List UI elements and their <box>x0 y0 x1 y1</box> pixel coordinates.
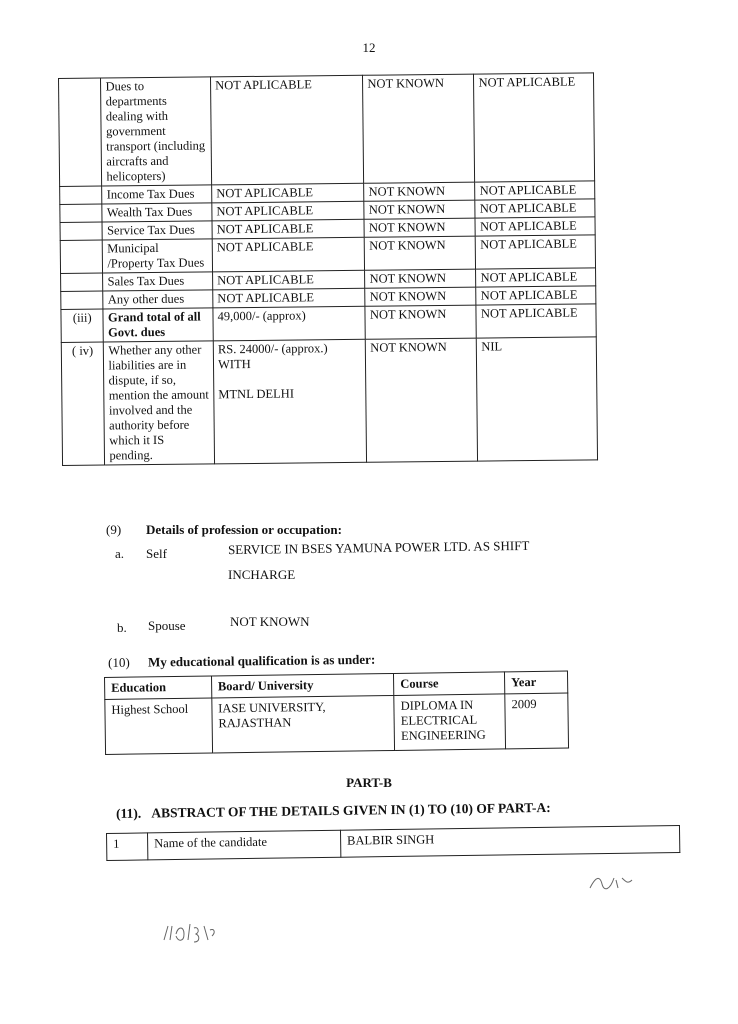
row-dependent-value: NOT APLICABLE <box>475 199 595 218</box>
profession-self-value-line1: SERVICE IN BSES YAMUNA POWER LTD. AS SHIFT <box>227 537 530 558</box>
row-description: Service Tax Dues <box>102 221 212 240</box>
row-index <box>60 222 103 240</box>
part-b-heading: PART-B <box>346 775 392 790</box>
row-spouse-value: NOT KNOWN <box>364 182 475 201</box>
row-self-value: NOT APLICABLE <box>213 270 366 290</box>
section-11-title: ABSTRACT OF THE DETAILS GIVEN IN (1) TO (10) OF PART-A: <box>151 799 551 821</box>
education-row <box>105 693 569 754</box>
profession-spouse-value: NOT KNOWN <box>230 614 310 629</box>
row-description: Whether any other liabilities are in dispute, if so, mention the amount involved and the authority before which it IS pending. <box>104 341 215 465</box>
row-index <box>60 240 103 273</box>
row-spouse-value: NOT KNOWN <box>365 269 476 288</box>
section-11-number: (11). <box>116 805 142 821</box>
row-self-value: RS. 24000/- (approx.) WITH MTNL DELHI <box>213 339 367 464</box>
row-self-value: 49,000/- (approx) <box>213 306 366 341</box>
abstract-table <box>106 825 680 861</box>
header-course: Course <box>394 672 505 696</box>
header-year: Year <box>505 671 568 694</box>
row-index <box>60 186 103 204</box>
row-description: Dues to departments dealing with government transport (including aircrafts and helicopters) <box>101 77 212 186</box>
profession-self-label: Self <box>146 546 167 561</box>
row-index <box>59 78 103 186</box>
profession-spouse-label: Spouse <box>148 618 186 633</box>
row-spouse-value: NOT KNOWN <box>366 338 478 462</box>
dues-row <box>61 304 596 343</box>
row-description: Any other dues <box>103 290 213 309</box>
education-year: 2009 <box>505 693 569 749</box>
row-dependent-value: NOT APLICABLE <box>476 304 596 338</box>
dues-row <box>60 235 595 274</box>
row-self-value: NOT APLICABLE <box>211 75 364 185</box>
row-dependent-value: NOT APLICABLE <box>475 181 595 200</box>
section-9-heading <box>106 522 342 538</box>
abstract-row-label: Name of the candidate <box>148 830 341 860</box>
row-self-value: NOT APLICABLE <box>212 183 365 203</box>
handwritten-mark <box>160 918 222 948</box>
abstract-row-index: 1 <box>107 833 148 861</box>
row-self-value: NOT APLICABLE <box>212 201 365 221</box>
abstract-row <box>107 825 680 860</box>
education-table <box>104 671 569 755</box>
row-spouse-value: NOT KNOWN <box>364 218 475 237</box>
row-self-value: NOT APLICABLE <box>212 219 365 239</box>
row-description: Income Tax Dues <box>102 185 212 204</box>
row-index <box>61 291 104 309</box>
row-spouse-value: NOT KNOWN <box>365 287 476 306</box>
profession-spouse-letter: b. <box>117 620 127 635</box>
row-description: Grand total of all Govt. dues <box>103 308 213 342</box>
row-index: ( iv) <box>61 342 105 465</box>
dues-row <box>59 73 595 187</box>
row-spouse-value: NOT KNOWN <box>365 236 476 270</box>
profession-self-value-line2: INCHARGE <box>228 567 296 582</box>
section-10-number: (10) <box>108 654 130 670</box>
row-spouse-value: NOT KNOWN <box>364 200 475 219</box>
initials-signature <box>588 870 638 896</box>
row-self-value: NOT APLICABLE <box>212 237 365 272</box>
header-education: Education <box>105 676 212 699</box>
profession-self-letter: a. <box>115 546 125 561</box>
row-dependent-value: NOT APLICABLE <box>476 268 596 287</box>
abstract-row-value: BALBIR SINGH <box>340 825 679 857</box>
row-description: Municipal /Property Tax Dues <box>103 239 213 273</box>
section-10-title: My educational qualification is as under: <box>147 651 376 670</box>
row-self-value: NOT APLICABLE <box>213 288 366 308</box>
row-index <box>60 204 103 222</box>
row-description: Wealth Tax Dues <box>102 203 212 222</box>
section-11-heading <box>116 800 551 822</box>
header-board: Board/ University <box>211 673 394 698</box>
row-index: (iii) <box>61 309 104 342</box>
row-description: Sales Tax Dues <box>103 272 213 291</box>
section-9-number: (9) <box>106 522 122 537</box>
government-dues-table <box>58 72 598 466</box>
row-dependent-value: NOT APLICABLE <box>476 286 596 305</box>
row-dependent-value: NOT APLICABLE <box>475 217 595 236</box>
section-9-title: Details of profession or occupation: <box>146 522 342 537</box>
section-10-heading <box>108 652 375 671</box>
education-level: Highest School <box>105 698 213 754</box>
education-board: IASE UNIVERSITY, RAJASTHAN <box>212 695 395 753</box>
row-dependent-value: NOT APLICABLE <box>474 73 595 182</box>
row-spouse-value: NOT KNOWN <box>363 74 475 183</box>
row-index <box>61 273 104 291</box>
page-number: 12 <box>362 40 376 55</box>
row-dependent-value: NIL <box>477 337 598 461</box>
education-course: DIPLOMA IN ELECTRICAL ENGINEERING <box>394 694 506 751</box>
row-dependent-value: NOT APLICABLE <box>476 235 596 269</box>
dues-row <box>61 337 597 466</box>
row-spouse-value: NOT KNOWN <box>365 305 476 339</box>
